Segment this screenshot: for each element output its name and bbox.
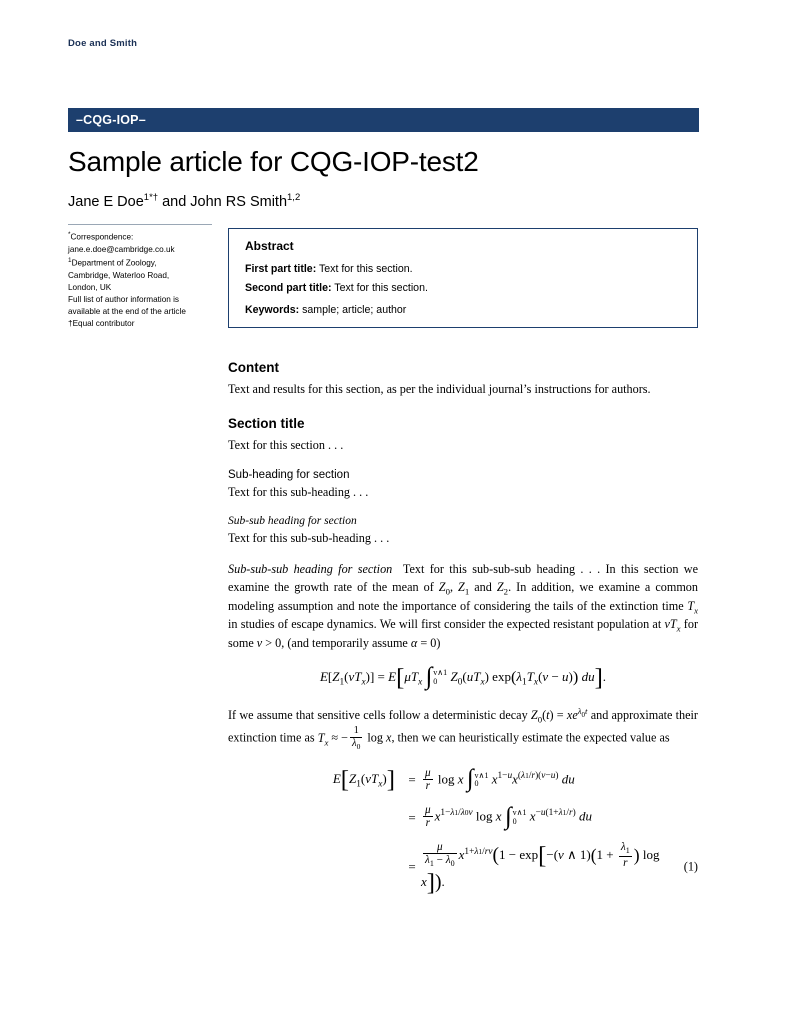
journal-banner-label: –CQG-IOP– [76, 113, 146, 127]
author-name-1: Jane E Doe [68, 193, 144, 210]
author-sup-1: 1*† [143, 192, 159, 203]
heading-sub: Sub-heading for section [228, 468, 350, 481]
abstract-part-2-label: Second part title: [245, 282, 332, 294]
abstract-part-1 [245, 263, 683, 275]
abstract-keywords-label: Keywords: [245, 304, 300, 316]
equation-rhs-2: $\frac{\mu}{r}$ $x^{1-\lambda 1/\lambda 0v}$ log x ∫ v∧1 0 $x^{-u(1+\lambda 1/r)}$ du [425, 802, 592, 830]
abstract-keywords-text: sample; article; author [299, 304, 407, 316]
equation-row-3 [228, 841, 698, 897]
author-sup-2: 1,2 [287, 192, 301, 203]
equation-display-1: $E[Z_1(vT_x)] = E[\mu T_x$ ∫ v∧1 0 $Z_0(uT_x) \exp(\lambda_1T_x(v - u))$ du]. [319, 662, 607, 691]
correspondence-heading: Correspondence: [70, 232, 134, 242]
equation-relation-1: = [408, 772, 416, 788]
author-name-2: John RS Smith [190, 193, 288, 210]
abstract-part-2-text: Text for this section. [331, 282, 428, 294]
equation-array [228, 765, 698, 897]
equation-rhs-3: $\frac{\mu}{\lambda_1 - \lambda_0}$ $x^{1+\lambda 1/rv}(1 - \exp[-(v$ ∧ 1)(1 + $\frac{\lambda_1}{r}$ ) log x]). [421, 841, 660, 897]
affiliation-sup: 1 [68, 257, 72, 265]
affiliation-line-2: Cambridge, Waterloo Road, [68, 270, 170, 280]
abstract-heading: Abstract [245, 239, 294, 253]
author-list [68, 192, 708, 210]
correspondence-email[interactable]: jane.e.doe@cambridge.co.uk [68, 244, 175, 254]
equal-contributor-dagger: † [68, 319, 73, 329]
correspondence-rule [68, 224, 212, 225]
paragraph-section: Text for this section . . . [228, 438, 344, 453]
abstract-box [228, 228, 698, 328]
equation-row-1 [228, 765, 698, 794]
heading-subsub: Sub-sub heading for section [228, 514, 357, 527]
author-conjunction: and [158, 193, 191, 210]
paragraph-after-equation: If we assume that sensitive cells follow a deterministic decay $Z_0(t) = xe^{\lambda_0t}$ and approximate their extinction time as $T_x$ ≈ − $\frac{1}{\lambda_0}$ log x, then we can heuristically estimate the expected value as [228, 706, 698, 751]
equation-relation-2: = [408, 809, 416, 825]
heading-content: Content [228, 360, 279, 375]
paragraph-sub: Text for this sub-heading . . . [228, 484, 369, 499]
author-info-note-1: Full list of author information is [68, 295, 180, 305]
heading-subsubsub: Sub-sub-sub heading for section [228, 562, 393, 577]
page-title: Sample article for CQG-IOP-test2 [68, 146, 479, 177]
abstract-part-2 [245, 282, 683, 294]
abstract-part-1-text: Text for this section. [316, 263, 413, 275]
affiliation-line-3: London, UK [68, 283, 112, 293]
heading-section-title: Section title [228, 416, 305, 432]
affiliation-line-1: Department of Zoology, [71, 258, 157, 268]
paragraph-subsub: Text for this sub-sub-heading . . . [228, 530, 390, 545]
paragraph-content: Text and results for this section, as per the individual journal’s instructions for authors. [228, 382, 651, 396]
article-body [228, 360, 698, 904]
paragraph-subsubsub: Sub-sub-sub heading for section Text for this sub-sub-sub heading . . . In this section we examine the growth rate of the mean of $Z_0$, $Z_1$ and $Z_2$. In addition, we examine a common modeling assumption and note the importance of considering the tails of the extinction time $T_x$ in studies of escape dynamics. We will first consider the expected resistant population at $vT_x$ for some v > 0, (and temporarily assume α = 0) [228, 562, 699, 651]
equal-contributor-note: Equal contributor [72, 319, 135, 329]
journal-banner [68, 108, 699, 132]
equation-rhs-1: $\frac{\mu}{r}$ log x ∫ v∧1 0 $x^{1-u}x^{(\lambda 1/r)(v-u)}$ du [425, 765, 575, 793]
abstract-part-1-label: First part title: [245, 263, 317, 275]
equation-row-2 [228, 802, 698, 830]
abstract-keywords [245, 304, 683, 316]
correspondence-block: *Correspondence: jane.e.doe@cambridge.co.uk $^1$Department of Zoology, Cambridge, Waterloo Road, London, UK Full list of author information is available at the end of the article †Equal contributor [68, 230, 220, 331]
equation-lhs: $E[Z_1(vT_x)]$ [332, 766, 395, 794]
author-info-note-2: available at the end of the article [68, 307, 186, 317]
running-head: Doe and Smith [68, 38, 138, 49]
equation-number: (1) [683, 859, 698, 874]
equation-relation-3: = [408, 859, 416, 875]
